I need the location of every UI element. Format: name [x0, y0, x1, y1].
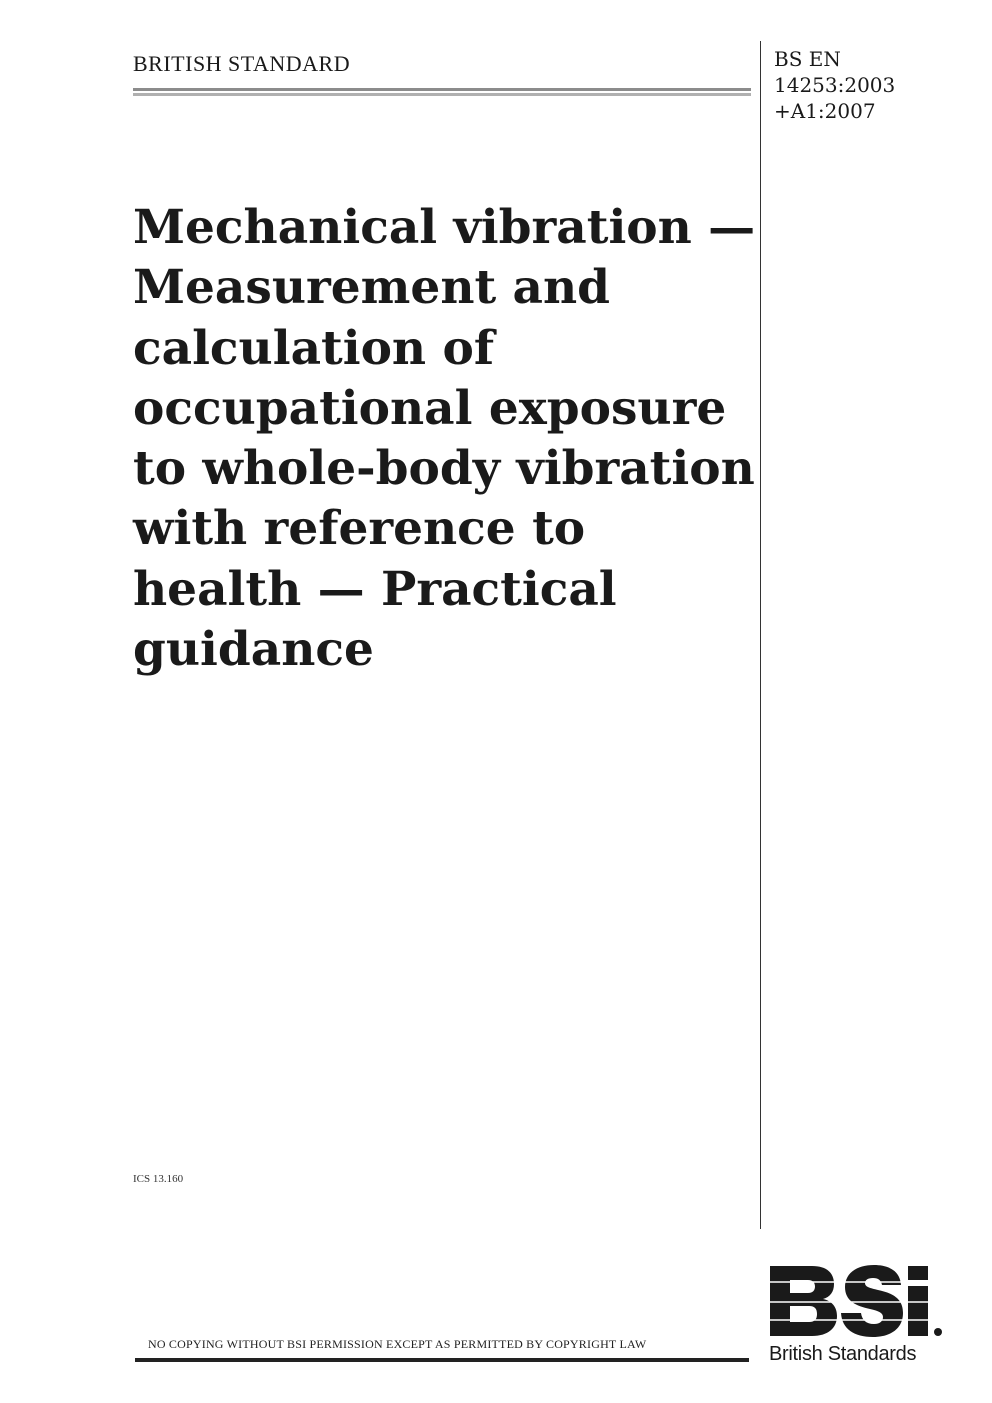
title-line: Measurement and [133, 260, 611, 316]
copyright-notice: NO COPYING WITHOUT BSI PERMISSION EXCEPT AS PERMITTED BY COPYRIGHT LAW [148, 1337, 647, 1351]
header-rule-band [133, 88, 751, 98]
designation-line: 14253:2003 [774, 73, 896, 97]
document-title [133, 198, 756, 680]
title-line: Mechanical vibration — [133, 200, 756, 255]
logo-tagline: British Standards [769, 1343, 917, 1365]
title-line: calculation of [133, 320, 495, 376]
standard-designation [774, 46, 895, 124]
footer-rule [135, 1358, 749, 1362]
title-line: to whole-body vibration [133, 441, 755, 497]
header-rule [133, 88, 751, 91]
ics-code: ICS 13.160 [133, 1173, 184, 1185]
bsi-logo-icon [766, 1262, 946, 1340]
title-line: guidance [133, 622, 374, 678]
title-line: occupational exposure [133, 380, 727, 436]
document-type-label: BRITISH STANDARD [133, 51, 351, 76]
header-rule [133, 93, 751, 96]
title-line: health — Practical [133, 561, 617, 617]
designation-line: +A1:2007 [774, 99, 876, 123]
vertical-divider [760, 41, 761, 1229]
designation-line: BS EN [774, 47, 841, 71]
title-line: with reference to [133, 501, 586, 557]
